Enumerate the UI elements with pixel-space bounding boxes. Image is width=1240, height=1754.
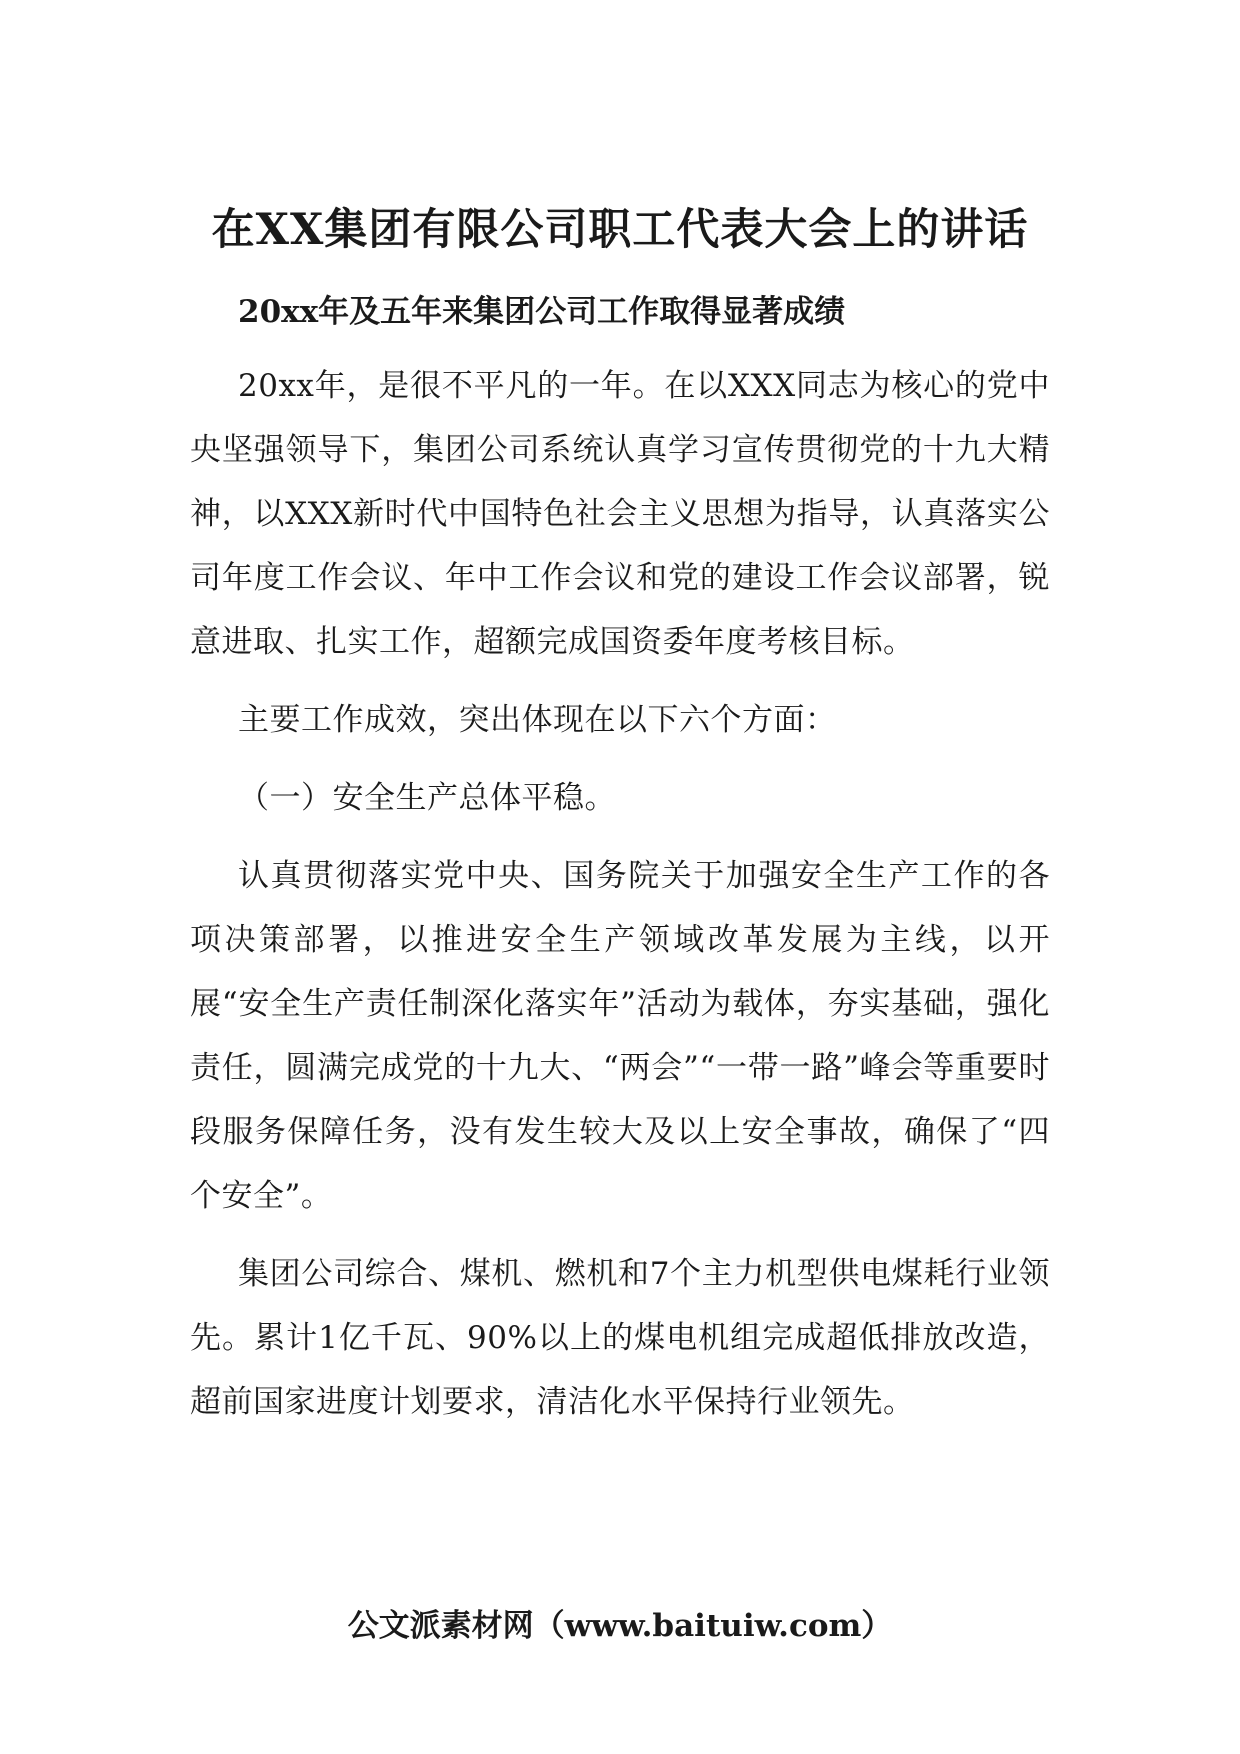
- paragraph-coal-consumption: 集团公司综合、煤机、燃机和7个主力机型供电煤耗行业领先。累计1亿千瓦、90%以上的煤电机组完成超低排放改造，超前国家进度计划要求，清洁化水平保持行业领先。: [190, 1256, 1050, 1420]
- document-body: [190, 282, 1050, 1434]
- paragraph-achievements-lead: 主要工作成效，突出体现在以下六个方面：: [238, 702, 837, 738]
- paragraph-intro: 20xx年，是很不平凡的一年。在以XXX同志为核心的党中央坚强领导下，集团公司系统认真学习宣传贯彻党的十九大精神，以XXX新时代中国特色社会主义思想为指导，认真落实公司年度工作会议、年中工作会议和党的建设工作会议部署，锐意进取、扎实工作，超额完成国资委年度考核目标。: [190, 368, 1050, 660]
- paragraph-safety-detail: 认真贯彻落实党中央、国务院关于加强安全生产工作的各项决策部署，以推进安全生产领域改革发展为主线，以开展“安全生产责任制深化落实年”活动为载体，夯实基础，强化责任，圆满完成党的十九大、“两会”“一带一路”峰会等重要时段服务保障任务，没有发生较大及以上安全事故，确保了“四个安全”。: [190, 858, 1050, 1214]
- section-heading: 20xx年及五年来集团公司工作取得显著成绩: [238, 294, 846, 330]
- footer-source: 公文派素材网（www.baituiw.com）: [347, 1608, 893, 1644]
- document-title: 在XX集团有限公司职工代表大会上的讲话: [211, 205, 1029, 255]
- paragraph-subheading-safety: （一）安全生产总体平稳。: [238, 780, 616, 816]
